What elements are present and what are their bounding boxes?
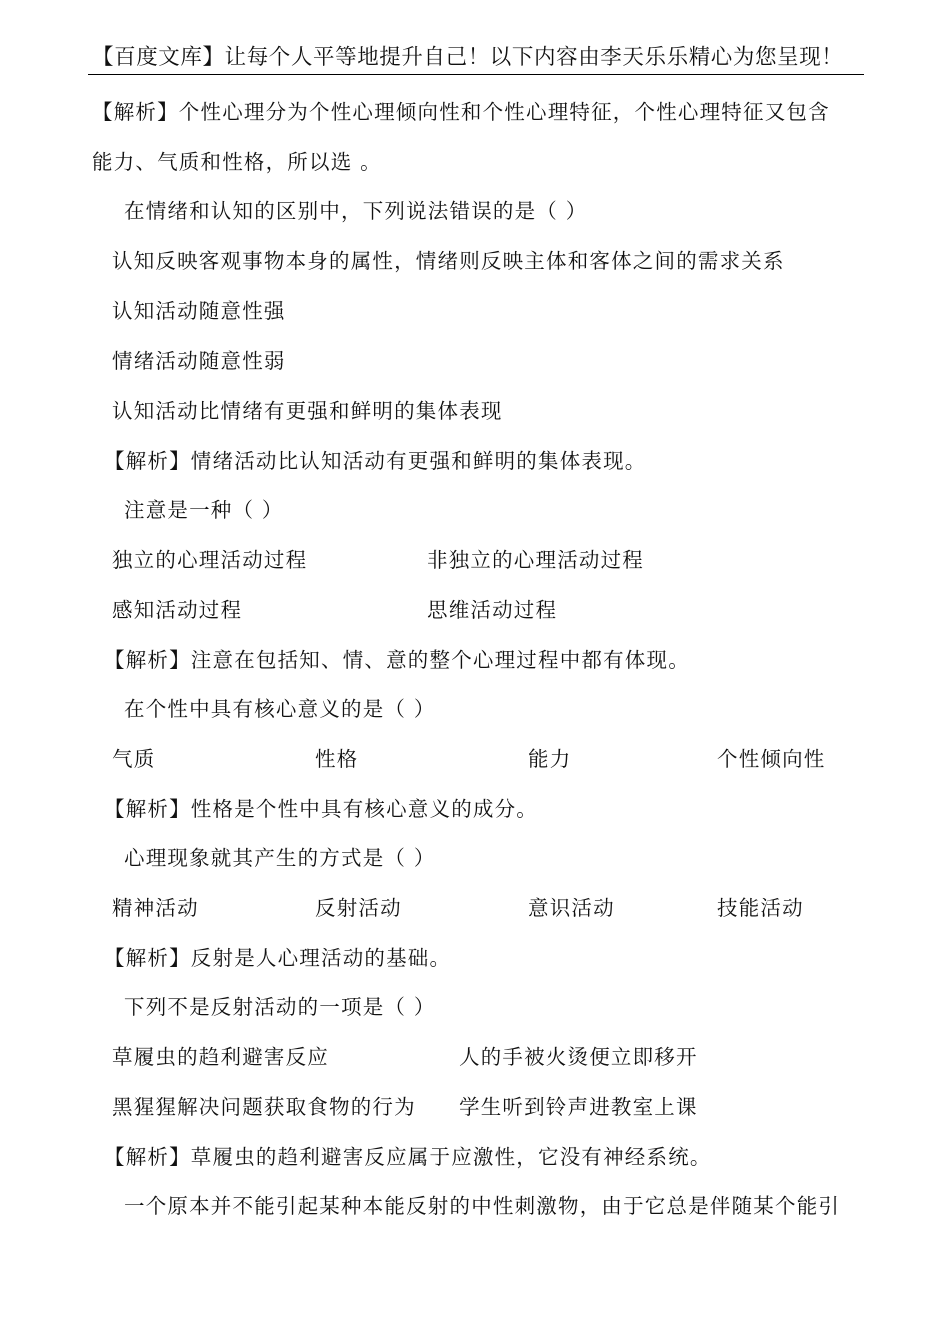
- analysis-1-line-2: 能力、气质和性格，所以选 。: [92, 150, 382, 174]
- question-3-option-c: 能力: [528, 747, 572, 771]
- question-2-analysis: 【解析】注意在包括知、情、意的整个心理过程中都有体现。: [104, 648, 690, 672]
- header-text: 【百度文库】让每个人平等地提升自己！以下内容由李天乐乐精心为您呈现！: [92, 45, 844, 70]
- question-4-option-a: 精神活动: [112, 896, 199, 920]
- question-2-option-d: 思维活动过程: [427, 598, 558, 622]
- question-1-stem: 在情绪和认知的区别中，下列说法错误的是（ ）: [124, 199, 588, 223]
- question-5-option-c: 黑猩猩解决问题获取食物的行为: [112, 1095, 416, 1119]
- question-1-analysis: 【解析】情绪活动比认知活动有更强和鲜明的集体表现。: [104, 449, 647, 473]
- question-5-analysis: 【解析】草履虫的趋利避害反应属于应激性，它没有神经系统。: [104, 1145, 712, 1169]
- question-4-option-d: 技能活动: [717, 896, 804, 920]
- question-1-option-c: 情绪活动随意性弱: [112, 349, 286, 373]
- question-5-stem: 下列不是反射活动的一项是（ ）: [124, 995, 436, 1019]
- question-4-option-b: 反射活动: [315, 896, 402, 920]
- page-header: [88, 36, 864, 75]
- question-4-stem: 心理现象就其产生的方式是（ ）: [124, 846, 436, 870]
- question-3-option-d: 个性倾向性: [717, 747, 826, 771]
- question-1-option-a: 认知反映客观事物本身的属性，情绪则反映主体和客体之间的需求关系: [112, 249, 785, 273]
- question-2-stem: 注意是一种（ ）: [124, 498, 284, 522]
- question-3-stem: 在个性中具有核心意义的是（ ）: [124, 697, 436, 721]
- question-1-option-d: 认知活动比情绪有更强和鲜明的集体表现: [112, 399, 503, 423]
- question-5-option-a: 草履虫的趋利避害反应: [112, 1045, 329, 1069]
- question-3-analysis: 【解析】性格是个性中具有核心意义的成分。: [104, 797, 538, 821]
- question-4-analysis: 【解析】反射是人心理活动的基础。: [104, 946, 452, 970]
- question-4-option-c: 意识活动: [528, 896, 615, 920]
- question-3-option-b: 性格: [315, 747, 359, 771]
- question-3-option-a: 气质: [112, 747, 156, 771]
- analysis-1-line-1: 【解析】个性心理分为个性心理倾向性和个性心理特征，个性心理特征又包含: [92, 100, 830, 124]
- question-6-stem-partial: 一个原本并不能引起某种本能反射的中性刺激物，由于它总是伴随某个能引: [124, 1194, 841, 1218]
- question-1-option-b: 认知活动随意性强: [112, 299, 286, 323]
- question-2-option-b: 非独立的心理活动过程: [427, 548, 644, 572]
- question-2-option-a: 独立的心理活动过程: [112, 548, 308, 572]
- question-5-option-b: 人的手被火烫便立即移开: [459, 1045, 698, 1069]
- question-2-option-c: 感知活动过程: [112, 598, 243, 622]
- question-5-option-d: 学生听到铃声进教室上课: [459, 1095, 698, 1119]
